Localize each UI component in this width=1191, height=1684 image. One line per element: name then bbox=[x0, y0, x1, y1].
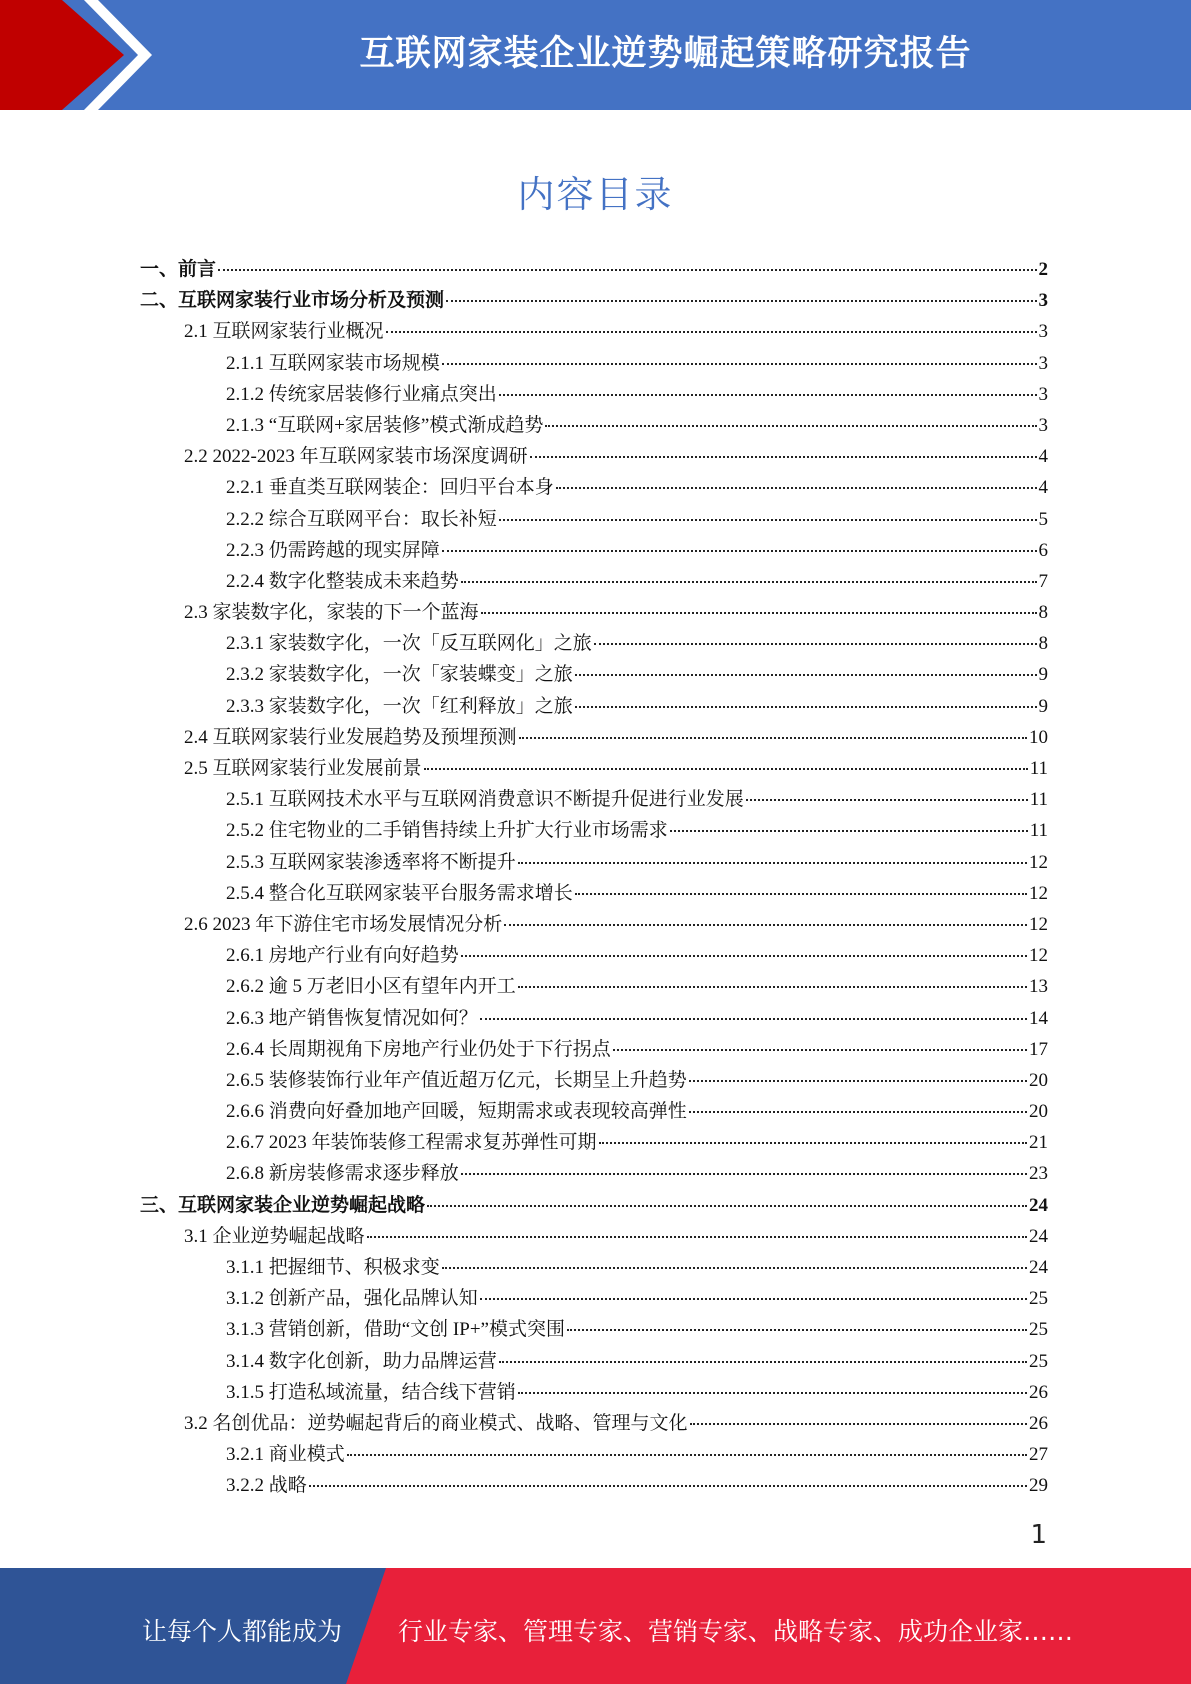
toc-leader-dots bbox=[567, 1329, 1027, 1331]
toc-entry[interactable] bbox=[140, 1314, 1048, 1345]
toc-leader-dots bbox=[347, 1454, 1027, 1456]
toc-entry[interactable] bbox=[140, 878, 1048, 909]
toc-entry-page: 8 bbox=[1038, 633, 1048, 655]
toc-leader-dots bbox=[461, 1173, 1027, 1175]
toc-entry-page: 12 bbox=[1029, 851, 1048, 873]
toc-entry-page: 6 bbox=[1038, 539, 1048, 561]
toc-entry-page: 11 bbox=[1029, 758, 1048, 779]
toc-entry[interactable] bbox=[140, 784, 1048, 815]
toc-entry-label: 3.1.4 数字化创新，助力品牌运营 bbox=[226, 1350, 497, 1372]
toc-entry-page: 26 bbox=[1029, 1381, 1048, 1403]
toc-leader-dots bbox=[575, 706, 1037, 708]
toc-entry-page: 14 bbox=[1029, 1007, 1048, 1029]
toc-leader-dots bbox=[519, 737, 1027, 739]
toc-entry[interactable] bbox=[140, 1003, 1048, 1034]
toc-leader-dots bbox=[530, 456, 1037, 458]
toc-entry-label: 3.1 企业逆势崛起战略 bbox=[184, 1225, 365, 1247]
toc-entry-label: 2.2.4 数字化整装成未来趋势 bbox=[226, 570, 459, 592]
toc-entry-page: 24 bbox=[1029, 1257, 1048, 1278]
toc-entry-label: 2.3 家装数字化，家装的下一个蓝海 bbox=[184, 602, 479, 624]
toc-entry-page: 3 bbox=[1038, 321, 1048, 343]
toc-entry-label: 3.1.5 打造私域流量，结合线下营销 bbox=[226, 1381, 516, 1403]
toc-entry[interactable] bbox=[140, 909, 1048, 940]
toc-entry[interactable] bbox=[140, 379, 1048, 410]
toc-leader-dots bbox=[309, 1485, 1027, 1487]
toc-entry-label: 2.1 互联网家装行业概况 bbox=[184, 321, 384, 343]
toc-entry[interactable] bbox=[140, 316, 1048, 347]
toc-entry-label: 2.5.2 住宅物业的二手销售持续上升扩大行业市场需求 bbox=[226, 820, 668, 842]
toc-entry[interactable] bbox=[140, 691, 1048, 722]
toc-entry-page: 12 bbox=[1029, 945, 1048, 967]
toc-entry[interactable] bbox=[140, 285, 1048, 316]
toc-entry-label: 2.6.5 装修装饰行业年产值近超万亿元，长期呈上升趋势 bbox=[226, 1069, 687, 1091]
toc-entry[interactable] bbox=[140, 1408, 1048, 1439]
toc-entry-label: 3.2.2 战略 bbox=[226, 1475, 307, 1497]
toc-leader-dots bbox=[518, 862, 1027, 864]
toc-entry-page: 24 bbox=[1029, 1225, 1048, 1247]
toc-leader-dots bbox=[689, 1080, 1027, 1082]
toc-entry-label: 2.2 2022-2023 年互联网家装市场深度调研 bbox=[184, 446, 528, 468]
toc-entry-page: 7 bbox=[1038, 570, 1048, 592]
toc-entry-label: 2.5.4 整合化互联网家装平台服务需求增长 bbox=[226, 882, 573, 904]
toc-entry[interactable] bbox=[140, 410, 1048, 441]
toc-entry[interactable] bbox=[140, 971, 1048, 1002]
toc-entry-page: 9 bbox=[1038, 664, 1048, 686]
toc-entry-label: 2.1.1 互联网家装市场规模 bbox=[226, 352, 440, 374]
toc-leader-dots bbox=[613, 1049, 1027, 1051]
toc-entry-label: 2.1.3 “互联网+家居装修”模式渐成趋势 bbox=[226, 414, 544, 436]
toc-entry-page: 3 bbox=[1038, 352, 1048, 374]
report-title: 互联网家装企业逆势崛起策略研究报告 bbox=[359, 34, 972, 74]
toc-entry-page: 13 bbox=[1029, 976, 1048, 998]
toc-leader-dots bbox=[442, 550, 1037, 552]
toc-entry-label: 3.1.2 创新产品，强化品牌认知 bbox=[226, 1288, 478, 1310]
toc-entry[interactable] bbox=[140, 659, 1048, 690]
toc-entry[interactable] bbox=[140, 1127, 1048, 1158]
toc-entry-label: 一、前言 bbox=[140, 259, 217, 280]
toc-leader-dots bbox=[599, 1142, 1027, 1144]
toc-entry-label: 2.2.1 垂直类互联网装企：回归平台本身 bbox=[226, 477, 554, 499]
toc-entry[interactable] bbox=[140, 722, 1048, 753]
toc-leader-dots bbox=[442, 363, 1037, 365]
toc-entry-label: 三、互联网家装企业逆势崛起战略 bbox=[140, 1194, 426, 1216]
toc-entry[interactable] bbox=[140, 472, 1048, 503]
toc-entry-page: 10 bbox=[1029, 726, 1048, 748]
toc-entry-label: 2.6 2023 年下游住宅市场发展情况分析 bbox=[184, 913, 503, 935]
toc-entry-page: 21 bbox=[1029, 1132, 1048, 1154]
toc-entry[interactable] bbox=[140, 753, 1048, 784]
toc-entry-page: 5 bbox=[1038, 508, 1048, 530]
toc-leader-dots bbox=[427, 1205, 1027, 1207]
toc-leader-dots bbox=[594, 643, 1037, 645]
toc-entry[interactable] bbox=[140, 1346, 1048, 1377]
toc-entry-label: 3.1.1 把握细节、积极求变 bbox=[226, 1257, 440, 1278]
toc-entry-label: 3.1.3 营销创新，借助“文创 IP+”模式突围 bbox=[226, 1319, 565, 1341]
toc-entry-label: 2.5 互联网家装行业发展前景 bbox=[184, 758, 422, 779]
toc-entry-page: 4 bbox=[1038, 477, 1048, 499]
toc-entry-label: 2.6.4 长周期视角下房地产行业仍处于下行拐点 bbox=[226, 1038, 611, 1060]
toc-entry[interactable] bbox=[140, 1065, 1048, 1096]
toc-entry-label: 2.2.2 综合互联网平台：取长补短 bbox=[226, 508, 497, 530]
toc-entry-label: 2.5.1 互联网技术水平与互联网消费意识不断提升促进行业发展 bbox=[226, 789, 744, 811]
toc-leader-dots bbox=[690, 1423, 1027, 1425]
toc-entry[interactable] bbox=[140, 1221, 1048, 1252]
toc-leader-dots bbox=[545, 425, 1036, 427]
toc-entry-label: 2.3.2 家装数字化，一次「家装蝶变」之旅 bbox=[226, 664, 573, 686]
toc-entry-label: 2.6.8 新房装修需求逐步释放 bbox=[226, 1163, 459, 1185]
toc-leader-dots bbox=[461, 955, 1027, 957]
toc-entry[interactable] bbox=[140, 847, 1048, 878]
toc-entry[interactable] bbox=[140, 504, 1048, 535]
toc-entry-label: 2.6.2 逾 5 万老旧小区有望年内开工 bbox=[226, 976, 516, 998]
toc-entry-label: 3.2.1 商业模式 bbox=[226, 1444, 345, 1466]
toc-entry-page: 11 bbox=[1029, 820, 1048, 842]
toc-entry[interactable] bbox=[140, 1034, 1048, 1065]
toc-entry-page: 25 bbox=[1029, 1350, 1048, 1372]
toc-entry[interactable] bbox=[140, 1377, 1048, 1408]
page-header bbox=[0, 0, 1191, 110]
toc-entry[interactable] bbox=[140, 940, 1048, 971]
toc-entry[interactable] bbox=[140, 535, 1048, 566]
toc-leader-dots bbox=[689, 1111, 1027, 1113]
toc-heading: 内容目录 bbox=[517, 173, 674, 216]
toc-leader-dots bbox=[480, 1018, 1027, 1020]
toc-leader-dots bbox=[461, 581, 1037, 583]
toc-entry-label: 2.6.6 消费向好叠加地产回暖，短期需求或表现较高弹性 bbox=[226, 1101, 687, 1123]
toc-entry[interactable] bbox=[140, 628, 1048, 659]
toc-entry-label: 2.1.2 传统家居装修行业痛点突出 bbox=[226, 383, 497, 405]
toc-leader-dots bbox=[218, 269, 1036, 271]
toc-entry-label: 2.2.3 仍需跨越的现实屏障 bbox=[226, 539, 440, 561]
toc-entry-label: 二、互联网家装行业市场分析及预测 bbox=[140, 290, 445, 312]
toc-entry-page: 12 bbox=[1029, 913, 1048, 935]
toc-leader-dots bbox=[499, 1361, 1027, 1363]
toc-entry[interactable] bbox=[140, 254, 1048, 285]
toc-leader-dots bbox=[499, 394, 1037, 396]
toc-entry-page: 20 bbox=[1029, 1101, 1048, 1123]
toc-leader-dots bbox=[556, 487, 1037, 489]
toc-entry-label: 2.4 互联网家装行业发展趋势及预埋预测 bbox=[184, 726, 517, 748]
toc-entry-page: 3 bbox=[1038, 290, 1048, 312]
toc-leader-dots bbox=[446, 300, 1036, 302]
toc-leader-dots bbox=[442, 1267, 1027, 1269]
toc-entry-label: 2.6.3 地产销售恢复情况如何？ bbox=[226, 1007, 478, 1029]
footer-slogan-left: 让每个人都能成为 bbox=[142, 1617, 343, 1646]
toc-entry[interactable] bbox=[140, 348, 1048, 379]
toc-entry-page: 25 bbox=[1029, 1288, 1048, 1310]
toc-leader-dots bbox=[575, 893, 1027, 895]
toc-entry-label: 2.6.1 房地产行业有向好趋势 bbox=[226, 945, 459, 967]
toc-entry-label: 3.2 名创优品：逆势崛起背后的商业模式、战略、管理与文化 bbox=[184, 1412, 688, 1434]
toc-leader-dots bbox=[367, 1236, 1027, 1238]
toc-entry[interactable] bbox=[140, 1190, 1048, 1221]
toc-entry-page: 2 bbox=[1038, 259, 1048, 280]
toc-leader-dots bbox=[575, 674, 1037, 676]
toc-entry[interactable] bbox=[140, 1096, 1048, 1127]
toc-entry-label: 2.6.7 2023 年装饰装修工程需求复苏弹性可期 bbox=[226, 1132, 597, 1154]
toc-entry-page: 24 bbox=[1029, 1194, 1048, 1216]
toc-entry-page: 23 bbox=[1029, 1163, 1048, 1185]
toc-entry-page: 26 bbox=[1029, 1412, 1048, 1434]
toc-leader-dots bbox=[481, 612, 1037, 614]
toc-entry-page: 25 bbox=[1029, 1319, 1048, 1341]
toc-leader-dots bbox=[504, 924, 1027, 926]
toc-leader-dots bbox=[386, 331, 1037, 333]
footer-slogan-right: 行业专家、管理专家、营销专家、战略专家、成功企业家…… bbox=[398, 1617, 1074, 1646]
page-number: 1 bbox=[1030, 1520, 1047, 1550]
toc-leader-dots bbox=[480, 1298, 1027, 1300]
toc-entry-page: 8 bbox=[1038, 602, 1048, 624]
toc-entry-page: 11 bbox=[1029, 789, 1048, 811]
toc-entry-page: 3 bbox=[1038, 414, 1048, 436]
toc-entry-page: 12 bbox=[1029, 882, 1048, 904]
toc-entry-page: 20 bbox=[1029, 1069, 1048, 1091]
toc-leader-dots bbox=[518, 986, 1027, 988]
toc-entry[interactable] bbox=[140, 1470, 1048, 1501]
toc-entry-label: 2.3.1 家装数字化，一次「反互联网化」之旅 bbox=[226, 633, 592, 655]
toc-entry[interactable] bbox=[140, 1252, 1048, 1283]
toc-entry-label: 2.5.3 互联网家装渗透率将不断提升 bbox=[226, 851, 516, 873]
toc-entry[interactable] bbox=[140, 1439, 1048, 1470]
toc-entry-page: 9 bbox=[1038, 695, 1048, 717]
toc-entry-label: 2.3.3 家装数字化，一次「红利释放」之旅 bbox=[226, 695, 573, 717]
toc-entry-page: 17 bbox=[1029, 1038, 1048, 1060]
toc-entry-page: 4 bbox=[1038, 446, 1048, 468]
toc-entry[interactable] bbox=[140, 1283, 1048, 1314]
toc-leader-dots bbox=[746, 799, 1028, 801]
table-of-contents bbox=[140, 254, 1048, 1502]
toc-entry-page: 27 bbox=[1029, 1444, 1048, 1466]
toc-entry[interactable] bbox=[140, 1158, 1048, 1189]
toc-leader-dots bbox=[424, 768, 1028, 770]
toc-leader-dots bbox=[670, 830, 1028, 832]
toc-leader-dots bbox=[518, 1392, 1027, 1394]
toc-entry-page: 29 bbox=[1029, 1475, 1048, 1497]
toc-entry[interactable] bbox=[140, 441, 1048, 472]
toc-entry[interactable] bbox=[140, 597, 1048, 628]
toc-entry[interactable] bbox=[140, 566, 1048, 597]
toc-entry[interactable] bbox=[140, 815, 1048, 846]
toc-entry-page: 3 bbox=[1038, 383, 1048, 405]
toc-leader-dots bbox=[499, 519, 1037, 521]
